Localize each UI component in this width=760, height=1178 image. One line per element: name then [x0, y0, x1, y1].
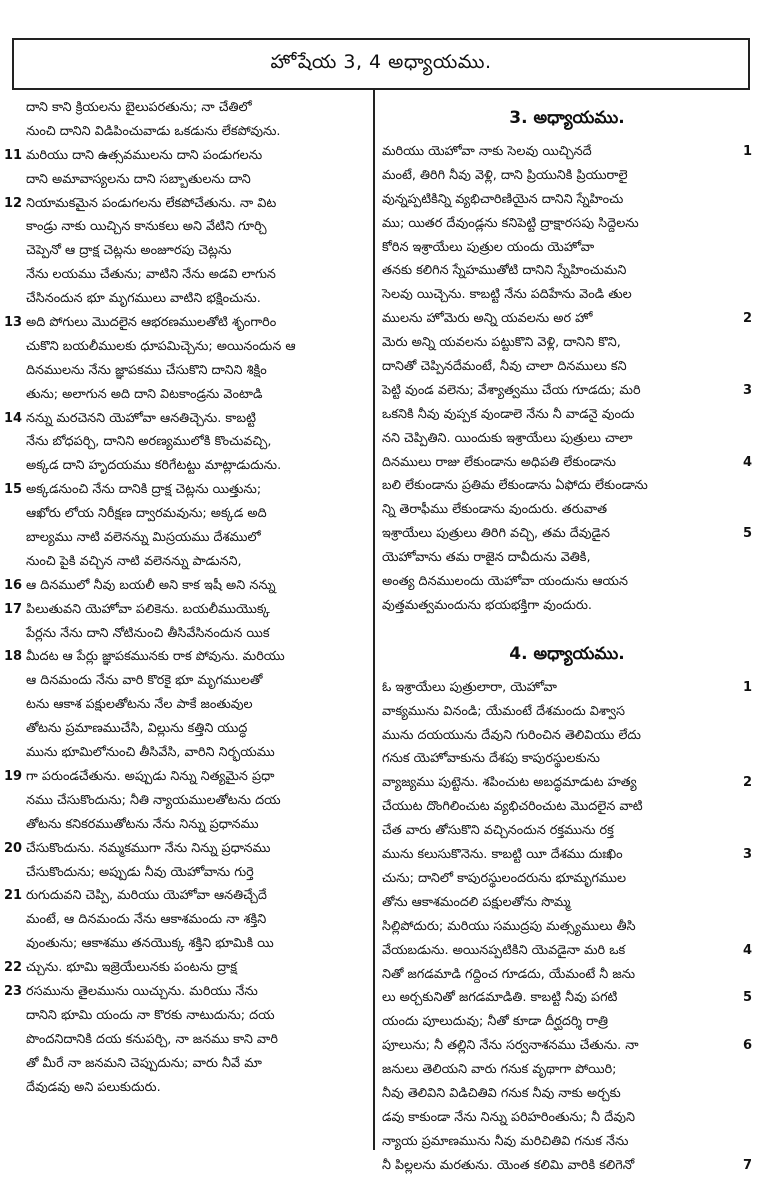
- line-text: తోను ఆకాశమందలి పక్షులతోను సొమ్మ: [382, 894, 571, 910]
- line-text: సిల్లిపోదురు; మరియు సముద్రపు మత్స్యములు తీసి: [382, 918, 636, 934]
- text-line: [380, 1010, 754, 1034]
- chapter-3-text: [380, 140, 754, 618]
- line-text: అది పోగులు మొదలైన ఆభరణములతోటి శృంగారిం: [26, 315, 277, 331]
- text-line: [380, 379, 754, 403]
- line-text: వున్నప్పటికిన్ని వ్యభిచారిణియైన దానిని స్నేహించు: [382, 191, 624, 207]
- line-text: ఓ ఇశ్రాయేలు పుత్రులారా, యెహోవా: [382, 679, 557, 695]
- verse-number: 17: [4, 601, 23, 617]
- line-text: సెలవు యిచ్చెను. కాబట్టి నేను పదిహేను వెండి తుల: [382, 287, 632, 303]
- line-text: మెరు అన్ని యవలను పట్టుకొని వెళ్లి, దానిని కొని,: [382, 335, 621, 351]
- text-line: [4, 956, 368, 980]
- text-line: [380, 1154, 754, 1178]
- text-line: [4, 622, 368, 646]
- line-text: చుకొని బయలీములకు ధూపమిచ్చెను; అయినందున ఆ: [26, 338, 296, 354]
- text-line: [4, 574, 368, 598]
- text-line: [380, 188, 754, 212]
- line-text: రసమును తైలమును యిచ్చును. మరియు నేను: [26, 983, 258, 999]
- line-text: డవు కాకుండా నేను నిన్ను పరిహరింతును; నీ దేవుని: [382, 1109, 635, 1125]
- line-text: చేసుకొందును; అప్పుడు నీవు యెహోవాను గుర్తె: [26, 864, 254, 880]
- verse-number: 1: [742, 144, 752, 159]
- line-text: చేత వారు తోసుకొని వచ్చినందున రక్తమును రక్త: [382, 823, 614, 839]
- text-line: [380, 1034, 754, 1058]
- text-line: [380, 427, 754, 451]
- text-line: [4, 192, 368, 216]
- line-text: కోరిన ఇశ్రాయేలు పుత్రుల యందు యెహోవా: [382, 239, 595, 255]
- line-text: నియామకమైన పండుగలను లేకపోచేతును. నా విట: [26, 195, 277, 211]
- line-text: చును; దానిలో కాపురస్థులందరును భూమృగముల: [382, 870, 627, 886]
- text-line: [4, 96, 368, 120]
- line-text: న్యాయ ప్రమాణమును నీవు మరిచితివి గనుక నేను: [382, 1133, 629, 1149]
- text-line: [4, 311, 368, 335]
- text-line: [4, 765, 368, 789]
- line-text: నేను లయము చేతును; వాటిని నేను అడవి లాగున: [26, 267, 276, 283]
- line-text: బలి లేకుండాను ప్రతిమ లేకుండాను ఏఫోదు లేకుండాను: [382, 478, 648, 494]
- text-line: [4, 693, 368, 717]
- text-line: [4, 430, 368, 454]
- text-line: [4, 335, 368, 359]
- text-line: [4, 837, 368, 861]
- chapter-3-heading: 3. అధ్యాయము.: [509, 108, 625, 128]
- text-line: [4, 1028, 368, 1052]
- chapter-gap: [380, 618, 754, 632]
- text-line: [380, 212, 754, 236]
- verse-number: 14: [4, 410, 23, 426]
- line-text: మంటే, ఆ దినమందు నేను ఆకాశమందు నా శక్తిని: [26, 912, 267, 928]
- verse-number: 5: [742, 526, 752, 542]
- text-line: [380, 594, 754, 618]
- text-line: [380, 939, 754, 963]
- line-text: చెప్పెనో ఆ ద్రాక్ష చెట్లను అంజూరపు చెట్లను: [26, 243, 232, 259]
- line-text: దేవుడవు అని పలుకుదురు.: [26, 1079, 161, 1095]
- verse-number: 20: [4, 840, 23, 856]
- line-text: మును కలుసుకొనెను. కాబట్టి యీ దేశము దుఃఖిం: [382, 847, 623, 863]
- line-text: తనకు కలిగిన స్నేహముతోటి దానిని స్నేహించుమని: [382, 263, 627, 279]
- line-text: తును; అలాగున అది దాని విటకాండ్రను వెంటాడి: [26, 386, 263, 402]
- text-line: [4, 454, 368, 478]
- text-line: [4, 789, 368, 813]
- text-line: [380, 498, 754, 522]
- line-text: పొందనిదానికి దయ కనుపర్చి, నా జనము కాని వారి: [26, 1031, 278, 1047]
- verse-number: 22: [4, 960, 23, 976]
- line-text: బాల్యము నాటి వలెనన్ను మిస్రయము దేశములో: [26, 530, 261, 546]
- line-text: చేయుట దొంగిలించుట వ్యభిచరించుట మొదలైన వాటి: [382, 799, 643, 815]
- line-text: నుంచి దానిని విడిపించువాడు ఒకడును లేకపోవును.: [26, 123, 281, 139]
- line-text: చ్చును. భూమి ఇజ్రెయేలునకు పంటను ద్రాక్ష: [26, 960, 237, 976]
- verse-number: 4: [742, 942, 752, 958]
- text-line: [380, 700, 754, 724]
- text-line: [4, 813, 368, 837]
- verse-number: 12: [4, 195, 23, 211]
- line-text: దానితో చెప్పినదేమంటే, నీవు చాలా దినములు కని: [382, 359, 627, 375]
- text-line: [4, 598, 368, 622]
- text-line: [4, 741, 368, 765]
- text-line: [380, 522, 754, 546]
- line-text: వేయబడును. అయినప్పటికిని యెవడైనా మరి ఒక: [382, 942, 626, 958]
- text-line: [4, 645, 368, 669]
- verse-number: 1: [742, 679, 752, 695]
- verse-number: 11: [4, 147, 23, 163]
- verse-number: 16: [4, 577, 23, 593]
- text-line: [380, 771, 754, 795]
- line-text: నీ పిల్లలను మరతును. యెంత కలిమి వారికి కలిగెనో: [382, 1157, 635, 1173]
- text-line: [380, 1106, 754, 1130]
- text-line: [380, 867, 754, 891]
- text-line: [380, 164, 754, 188]
- text-line: [380, 676, 754, 700]
- line-text: యందు పూలుదువు; నీతో కూడా దీర్ఘదర్శి రాత్రి: [382, 1014, 608, 1030]
- line-text: పూలును; నీ తల్లిని నేను సర్వనాశనము చేతును. నా: [382, 1038, 639, 1054]
- line-text: దినములు రాజు లేకుండాను అధిపతి లేకుండాను: [382, 454, 616, 470]
- line-text: నీవు తెలివిని విడిచితివి గనుక నీవు నాకు అర్చకు: [382, 1085, 621, 1101]
- verse-number: 18: [4, 649, 23, 665]
- text-line: [380, 819, 754, 843]
- line-text: గా పరుండచేతును. అప్పుడు నిన్ను నిత్యమైన ప్రధా: [26, 768, 275, 784]
- line-text: వాక్యమును వినండి; యేమంటే దేశమందు విశ్వాస: [382, 703, 625, 719]
- text-line: [380, 451, 754, 475]
- line-text: ఆ దినములో నీవు బయలీ అని కాక ఇషీ అని నన్ను: [26, 577, 276, 593]
- text-line: [380, 474, 754, 498]
- line-text: మంటే, తిరిగి నీవు వెళ్లి, దాని ప్రియునికి ప్రియురాలై: [382, 167, 628, 183]
- line-text: తో మీరే నా జనమని చెప్పుదును; వారు నీవే మా: [26, 1055, 262, 1071]
- text-line: [380, 140, 754, 164]
- text-line: [380, 963, 754, 987]
- text-line: [380, 355, 754, 379]
- line-text: నుంచి పైకి వచ్చిన నాటి వలెనన్ను పాడునని,: [26, 553, 242, 569]
- left-column: [4, 96, 368, 1099]
- text-line: [4, 1076, 368, 1100]
- verse-number: 21: [4, 888, 23, 904]
- line-text: చేసుకొందును. నమ్మకముగా నేను నిన్ను ప్రధానము: [26, 840, 271, 856]
- verse-number: 15: [4, 482, 23, 498]
- verse-number: 3: [742, 382, 752, 398]
- line-text: యెహోవాను తమ రాజైన దావీదును వెతికి,: [382, 550, 591, 566]
- text-line: [380, 236, 754, 260]
- line-text: ములను హోమెరు అన్ని యవలను అర హో: [382, 311, 593, 327]
- text-line: [4, 861, 368, 885]
- text-line: [380, 331, 754, 355]
- line-text: మరియు యెహోవా నాకు సెలవు యిచ్చినదే: [382, 144, 592, 159]
- line-text: దినములను నేను జ్ఞాపకము చేసుకొని దానిని శిక్షిం: [26, 362, 267, 378]
- line-text: పెట్టి వుండ వలెను; వేశ్యాత్వము చేయ గూడదు; మరి: [382, 382, 641, 398]
- text-line: [4, 717, 368, 741]
- text-line: [380, 891, 754, 915]
- text-line: [4, 550, 368, 574]
- line-text: చేసినందున భూ మృగములు వాటిని భక్షించును.: [26, 291, 261, 307]
- text-line: [4, 669, 368, 693]
- text-line: [380, 747, 754, 771]
- line-text: నితో జగడమాడి గద్దించ గూడదు, యేమంటే నీ జను: [382, 966, 636, 982]
- chapter-4-heading: 4. అధ్యాయము.: [509, 643, 625, 664]
- line-text: పిలుతువని యెహోవా పలికెను. బయలీముయొక్క: [26, 601, 270, 617]
- line-text: మును దయయును దేవుని గురించిన తెలివియు లేదు: [382, 727, 641, 743]
- line-text: కాండ్రు నాకు యిచ్చిన కానుకలు అని వేటిని గూర్చి: [26, 219, 267, 235]
- verse-number: 3: [742, 847, 752, 863]
- line-text: నేను బోధపర్చి, దానిని అరణ్యములోకి కొంచువచ్చి,: [26, 434, 272, 450]
- text-line: [4, 239, 368, 263]
- text-line: [4, 502, 368, 526]
- line-text: జనులు తెలియని వారు గనుక వృథాగా పోయిరి;: [382, 1062, 617, 1078]
- line-text: ఇశ్రాయేలు పుత్రులు తిరిగి వచ్చి, తమ దేవుడైన: [382, 526, 610, 542]
- text-line: [4, 287, 368, 311]
- text-line: [4, 144, 368, 168]
- line-text: దాని కాని క్రియలను బైలుపరతును; నా చేతిలో: [26, 100, 252, 115]
- page-title: హోషేయ 3, 4 అధ్యాయము.: [270, 51, 492, 73]
- line-text: వుత్తమత్వమందును భయభక్తిగా వుందురు.: [382, 597, 592, 613]
- right-column: [380, 96, 754, 1178]
- line-text: మును భూమిలోనుంచి తీసివేసి, వారిని నిర్భయము: [26, 745, 275, 761]
- text-line: [4, 884, 368, 908]
- chapter-4-text: [380, 676, 754, 1178]
- text-line: [380, 259, 754, 283]
- line-text: దానిని భూమి యందు నా కొరకు నాటుదును; దయ: [26, 1007, 275, 1023]
- text-line: [4, 1052, 368, 1076]
- line-text: నని చెప్పితిని. యిందుకు ఇశ్రాయేలు పుత్రులు చాలా: [382, 430, 633, 446]
- line-text: దాని అమావాస్యలను దాని సబ్బాతులను దాని: [26, 171, 251, 187]
- line-text: వుంతును; ఆకాశము తనయొక్క శక్తిని భూమికి యి: [26, 936, 274, 952]
- running-header: [12, 38, 750, 90]
- line-text: నము చేసుకొందును; నీతి న్యాయములతోటను దయ: [26, 792, 281, 808]
- line-text: మరియు దాని ఉత్సవములను దాని పండుగలను: [26, 147, 263, 163]
- column-divider: [373, 90, 375, 1150]
- text-line: [4, 215, 368, 239]
- line-text: అంత్య దినములందు యెహోవా యందును ఆయన: [382, 574, 628, 590]
- verse-number: 13: [4, 315, 23, 331]
- text-line: [4, 407, 368, 431]
- verse-number: 6: [742, 1038, 752, 1054]
- line-text: తోటను కనికరముతోటను నేను నిన్ను ప్రధానము: [26, 816, 259, 832]
- text-line: [380, 1130, 754, 1154]
- text-line: [4, 1004, 368, 1028]
- line-text: టను ఆకాశ పక్షులతోటను నేల పాకే జంతువుల: [26, 697, 253, 713]
- text-line: [4, 478, 368, 502]
- text-line: [380, 546, 754, 570]
- line-text: తోటను ప్రమాణముచేసి, విల్లును కత్తిని యుద్ధ: [26, 721, 248, 737]
- line-text: పేర్లను నేను దాని నోటినుంచి తీసివేసినందున యిక: [26, 625, 270, 641]
- verse-number: 7: [742, 1157, 752, 1173]
- line-text: లు అర్చకునితో జగడమాడితి. కాబట్టి నీవు పగటి: [382, 990, 618, 1006]
- text-line: [380, 915, 754, 939]
- text-line: [4, 120, 368, 144]
- verse-number: 2: [742, 775, 752, 791]
- text-line: [380, 570, 754, 594]
- verse-number: 4: [742, 454, 752, 470]
- line-text: ము; యితర దేవుండ్లను కనిపెట్టి ద్రాక్షారసపు సిద్దెలను: [382, 215, 639, 231]
- line-text: న్ని తెరాఫీము లేకుండాను వుందురు. తరువాత: [382, 502, 608, 518]
- line-text: గనుక యెహోవాకును దేశపు కాపురస్థులకును: [382, 751, 600, 767]
- line-text: వ్యాజ్యము పుట్టెను. శపించుట అబద్ధమాడుట హత్య: [382, 775, 637, 791]
- text-line: [4, 908, 368, 932]
- text-line: [380, 724, 754, 748]
- text-line: [380, 843, 754, 867]
- text-line: [4, 526, 368, 550]
- text-line: [380, 283, 754, 307]
- text-line: [380, 795, 754, 819]
- line-text: అక్కడ దాని హృదయము కరిగేటట్టు మాట్లాడుదును.: [26, 458, 282, 474]
- text-line: [4, 359, 368, 383]
- text-line: [4, 980, 368, 1004]
- line-text: నన్ను మరచెనని యెహోవా ఆనతిచ్చెను. కాబట్టి: [26, 410, 257, 426]
- text-line: [4, 168, 368, 192]
- line-text: అక్కడనుంచి నేను దానికి ద్రాక్ష చెట్లను యిత్తును;: [26, 482, 262, 498]
- text-line: [4, 932, 368, 956]
- line-text: ఆ దినమందు నేను వారి కొరకై భూ మృగములతో: [26, 673, 263, 689]
- verse-number: 2: [742, 311, 752, 327]
- line-text: మీదట ఆ పేర్లు జ్ఞాపకమునకు రాక పోవును. మరియు: [26, 649, 285, 665]
- line-text: ఒకనికి నీవు వుప్పక వుండాలె నేను నీ వాడనై వుందు: [382, 406, 635, 422]
- text-line: [380, 1058, 754, 1082]
- text-line: [380, 307, 754, 331]
- text-line: [4, 383, 368, 407]
- text-line: [380, 986, 754, 1010]
- verse-number: 5: [742, 990, 752, 1006]
- verse-number: 19: [4, 768, 23, 784]
- verse-number: 23: [4, 983, 23, 999]
- text-line: [380, 1082, 754, 1106]
- line-text: ఆఖోరు లోయ నిరీక్షణ ద్వారమవును; అక్కడ అది: [26, 506, 267, 522]
- text-line: [380, 403, 754, 427]
- line-text: రుగుదువని చెప్పి, మరియు యెహోవా ఆనతిచ్చేదే: [26, 888, 267, 904]
- text-line: [4, 263, 368, 287]
